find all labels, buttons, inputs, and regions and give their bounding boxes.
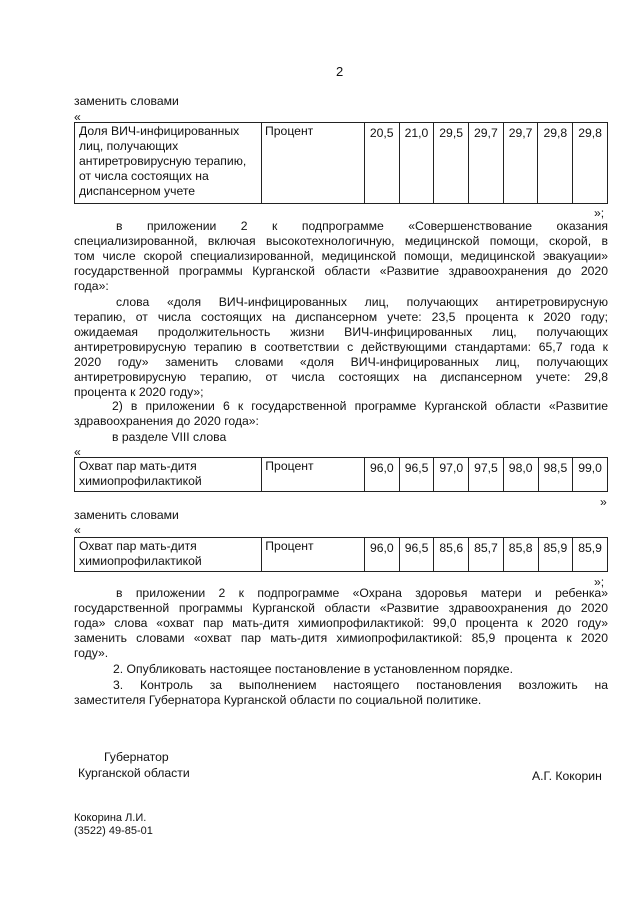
text-line: том числе скорой специализированной, медицинской помощи, медицинской эвакуации» — [74, 249, 608, 263]
indicator-line: Охват пар мать-дитя — [79, 539, 197, 553]
value-cell: 85,6 — [434, 538, 469, 572]
indicator-line: от числа состоящих на — [79, 169, 209, 183]
unit-cell: Процент — [262, 123, 365, 204]
value-cell: 29,8 — [538, 123, 573, 204]
replace-with-label-1: заменить словами — [74, 94, 179, 108]
text-line: году». — [74, 646, 109, 660]
unit-cell: Процент — [262, 458, 365, 492]
indicator-table-1 — [74, 122, 608, 204]
value-cell: 85,9 — [573, 538, 608, 572]
value-cell: 96,5 — [399, 458, 434, 492]
value-cell: 20,5 — [364, 123, 399, 204]
item-3-control — [74, 678, 608, 708]
value-cell: 29,8 — [573, 123, 608, 204]
quote-open-1: « — [74, 110, 81, 124]
indicator-line: Охват пар мать-дитя — [79, 459, 197, 473]
text-line: в приложении 2 к подпрограмме «Совершенствование оказания — [116, 219, 608, 233]
indicator-line: химиопрофилактикой — [79, 474, 202, 488]
executor-name: Кокорина Л.И. — [74, 812, 147, 824]
value-cell: 21,0 — [399, 123, 434, 204]
text-line: слова «доля ВИЧ-инфицированных лиц, получающих антиретровирусную — [116, 295, 608, 309]
text-line: 2) в приложении 6 к государственной программе Курганской области «Развитие — [112, 399, 608, 413]
value-cell: 96,5 — [399, 538, 434, 572]
indicator-line: диспансерном учете — [79, 184, 196, 198]
section-viii-label: в разделе VIII слова — [112, 430, 227, 444]
value-cell: 98,0 — [503, 458, 538, 492]
replace-with-label-2: заменить словами — [74, 508, 179, 522]
indicator-line: лиц, получающих — [79, 139, 179, 153]
text-line: заменить словами «охват пар мать-дитя химиопрофилактикой: 85,9 процента к 2020 — [74, 631, 608, 645]
text-line: заместителя Губернатора Курганской области по социальной политике. — [74, 693, 482, 707]
indicator-cell — [75, 458, 262, 492]
indicator-cell — [75, 123, 262, 204]
text-line: в приложении 2 к подпрограмме «Охрана здоровья матери и ребенка» — [116, 586, 608, 600]
quote-open-3: « — [74, 523, 81, 537]
text-line: года»: — [74, 279, 109, 293]
quote-close-1: »; — [594, 206, 605, 220]
value-cell: 29,5 — [434, 123, 469, 204]
signatory-title-line-1: Губернатор — [104, 750, 169, 764]
indicator-cell — [75, 538, 262, 572]
value-cell: 96,0 — [365, 458, 400, 492]
signatory-title-line-2: Курганской области — [78, 766, 190, 780]
signatory-name: А.Г. Кокорин — [532, 769, 602, 783]
value-cell: 29,7 — [469, 123, 504, 204]
value-cell: 85,8 — [503, 538, 538, 572]
table-row — [75, 458, 608, 492]
text-line: антиретровирусную терапию в соответствии с действующими стандартами: 65,7 года к — [74, 340, 608, 354]
paragraph-appendix-2 — [74, 219, 608, 294]
indicator-line: химиопрофилактикой — [79, 554, 202, 568]
value-cell: 99,0 — [573, 458, 608, 492]
unit-cell: Процент — [262, 538, 365, 572]
text-line: государственной программы Курганской области «Развитие здравоохранения до 2020 — [74, 601, 608, 615]
value-cell: 98,5 — [538, 458, 573, 492]
page-number: 2 — [336, 64, 344, 79]
value-cell: 96,0 — [365, 538, 400, 572]
text-line: процента к 2020 году»; — [74, 385, 204, 399]
text-line: 2020 году» заменить словами «доля ВИЧ-инфицированных лиц, получающих — [74, 355, 608, 369]
paragraph-maternal-health — [74, 586, 608, 661]
value-cell: 85,7 — [469, 538, 504, 572]
text-line: здравоохранения до 2020 года»: — [74, 414, 259, 428]
text-line: 3. Контроль за выполнением настоящего постановления возложить на — [113, 678, 608, 692]
value-cell: 29,7 — [503, 123, 538, 204]
quote-open-2: « — [74, 445, 81, 459]
value-cell: 97,5 — [469, 458, 504, 492]
paragraph-appendix-6 — [74, 399, 608, 429]
indicator-line: антиретровирусную терапию, — [79, 154, 247, 168]
indicator-table-3 — [74, 537, 608, 572]
quote-close-3: »; — [594, 575, 605, 589]
text-line: года» слова «охват пар мать-дитя химиопрофилактикой: 99,0 процента к 2020 году» — [74, 616, 608, 630]
table-row — [75, 538, 608, 572]
indicator-line: Доля ВИЧ-инфицированных — [79, 124, 240, 138]
paragraph-words-replace — [74, 295, 608, 400]
executor-phone: (3522) 49-85-01 — [74, 825, 153, 837]
text-line: терапию, от числа состоящих на диспансерном учете: 23,5 процента к 2020 году; — [74, 310, 608, 324]
value-cell: 85,9 — [538, 538, 573, 572]
text-line: антиретровирусную терапию, от числа состоящих на диспансерном учете: 29,8 — [74, 370, 608, 384]
value-cell: 97,0 — [434, 458, 469, 492]
quote-close-2: » — [600, 495, 607, 509]
text-line: специализированной, включая высокотехнологичную, медицинской помощи, скорой, в — [74, 234, 608, 248]
item-2-publish: 2. Опубликовать настоящее постановление в установленном порядке. — [113, 662, 513, 676]
table-row — [75, 123, 608, 204]
text-line: ожидаемая продолжительность жизни ВИЧ-инфицированных лиц, получающих — [74, 325, 608, 339]
indicator-table-2 — [74, 457, 608, 492]
text-line: государственной программы Курганской области «Развитие здравоохранения до 2020 — [74, 264, 608, 278]
